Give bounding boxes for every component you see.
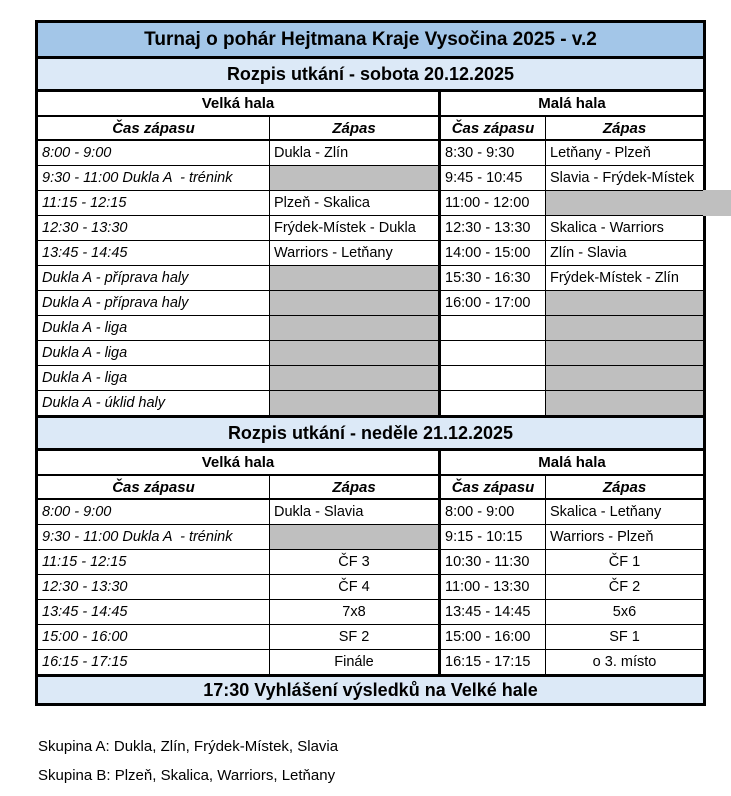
col-header-time-mala: Čas zápasu bbox=[441, 117, 546, 139]
time-cell: Dukla A - příprava haly bbox=[38, 266, 270, 290]
time-cell: Dukla A - příprava haly bbox=[38, 291, 270, 315]
col-header-match-mala: Zápas bbox=[602, 478, 647, 496]
time-cell: 8:00 - 9:00 bbox=[38, 141, 270, 165]
table-row bbox=[38, 341, 703, 366]
gray-spill bbox=[703, 190, 731, 216]
time-cell: 15:30 - 16:30 bbox=[441, 266, 546, 290]
time-cell: 12:30 - 13:30 bbox=[441, 216, 546, 240]
column-header-row bbox=[38, 476, 703, 500]
section-header-saturday: Rozpis utkání - sobota 20.12.2025 bbox=[38, 59, 703, 92]
time-cell bbox=[441, 341, 546, 365]
time-cell: 13:45 - 14:45 bbox=[38, 241, 270, 265]
match-cell bbox=[546, 191, 703, 215]
match-cell bbox=[270, 316, 441, 340]
table-row bbox=[38, 525, 703, 550]
time-cell: 9:45 - 10:45 bbox=[441, 166, 546, 190]
time-cell bbox=[441, 366, 546, 390]
time-cell: 15:00 - 16:00 bbox=[38, 625, 270, 649]
match-cell: o 3. místo bbox=[592, 654, 657, 670]
time-cell: 12:30 - 13:30 bbox=[38, 216, 270, 240]
time-cell: 11:15 - 12:15 bbox=[38, 550, 270, 574]
match-cell: Dukla - Slavia bbox=[270, 500, 441, 524]
match-cell bbox=[270, 525, 441, 549]
time-cell: 15:00 - 16:00 bbox=[441, 625, 546, 649]
match-cell bbox=[546, 291, 703, 315]
match-cell bbox=[270, 366, 441, 390]
match-cell bbox=[546, 341, 703, 365]
match-cell: Skalica - Warriors bbox=[550, 220, 664, 236]
match-cell: Finále bbox=[270, 650, 441, 674]
match-cell: Frýdek-Místek - Zlín bbox=[550, 270, 679, 286]
time-cell: 9:15 - 10:15 bbox=[441, 525, 546, 549]
match-cell: ČF 4 bbox=[270, 575, 441, 599]
match-cell bbox=[270, 266, 441, 290]
section-header-sunday: Rozpis utkání - neděle 21.12.2025 bbox=[38, 418, 703, 451]
time-cell: 11:00 - 13:30 bbox=[441, 575, 546, 599]
time-cell: Dukla A - liga bbox=[38, 341, 270, 365]
match-cell: 5x6 bbox=[612, 604, 637, 620]
closing-ceremony-note: 17:30 Vyhlášení výsledků na Velké hale bbox=[38, 674, 703, 703]
match-cell: ČF 2 bbox=[608, 579, 641, 595]
time-cell: 8:30 - 9:30 bbox=[441, 141, 546, 165]
match-cell: SF 2 bbox=[270, 625, 441, 649]
time-cell: Dukla A - úklid haly bbox=[38, 391, 270, 415]
group-a-note: Skupina A: Dukla, Zlín, Frýdek-Místek, Slavia bbox=[38, 738, 339, 755]
match-cell bbox=[270, 291, 441, 315]
hall-header-row bbox=[38, 92, 703, 117]
schedule-table bbox=[35, 20, 706, 706]
match-cell: SF 1 bbox=[609, 629, 640, 645]
time-cell: 12:30 - 13:30 bbox=[38, 575, 270, 599]
time-cell bbox=[441, 391, 546, 415]
match-cell: ČF 3 bbox=[270, 550, 441, 574]
match-cell: 7x8 bbox=[270, 600, 441, 624]
hall-header-mala: Malá hala bbox=[538, 454, 606, 471]
time-cell: 16:15 - 17:15 bbox=[441, 650, 546, 674]
table-row bbox=[38, 391, 703, 415]
time-cell: 9:30 - 11:00 Dukla A - trénink bbox=[38, 525, 270, 549]
col-header-match-velka: Zápas bbox=[270, 117, 441, 139]
table-row bbox=[38, 216, 703, 241]
table-row bbox=[38, 291, 703, 316]
table-row bbox=[38, 266, 703, 291]
table-row bbox=[38, 316, 703, 341]
match-cell bbox=[546, 391, 703, 415]
section-saturday bbox=[38, 59, 703, 418]
table-row bbox=[38, 625, 703, 650]
table-row bbox=[38, 166, 703, 191]
table-row bbox=[38, 366, 703, 391]
match-cell: Dukla - Zlín bbox=[270, 141, 441, 165]
match-cell bbox=[270, 391, 441, 415]
table-row bbox=[38, 500, 703, 525]
time-cell: 8:00 - 9:00 bbox=[38, 500, 270, 524]
match-cell: Warriors - Plzeň bbox=[550, 529, 654, 545]
saturday-rows bbox=[38, 141, 703, 415]
match-cell: Zlín - Slavia bbox=[550, 245, 627, 261]
match-cell: ČF 1 bbox=[608, 554, 641, 570]
time-cell: 13:45 - 14:45 bbox=[441, 600, 546, 624]
hall-header-velka: Velká hala bbox=[38, 451, 441, 474]
sunday-rows bbox=[38, 500, 703, 674]
time-cell: 9:30 - 11:00 Dukla A - trénink bbox=[38, 166, 270, 190]
col-header-time-velka: Čas zápasu bbox=[38, 476, 270, 498]
table-row bbox=[38, 550, 703, 575]
time-cell: 10:30 - 11:30 bbox=[441, 550, 546, 574]
match-cell bbox=[270, 166, 441, 190]
time-cell bbox=[441, 316, 546, 340]
match-cell bbox=[270, 341, 441, 365]
time-cell: 16:15 - 17:15 bbox=[38, 650, 270, 674]
table-row bbox=[38, 600, 703, 625]
time-cell: 11:15 - 12:15 bbox=[38, 191, 270, 215]
match-cell: Slavia - Frýdek-Místek bbox=[550, 170, 695, 186]
time-cell: 16:00 - 17:00 bbox=[441, 291, 546, 315]
time-cell: 13:45 - 14:45 bbox=[38, 600, 270, 624]
tournament-title: Turnaj o pohár Hejtmana Kraje Vysočina 2025 - v.2 bbox=[38, 23, 703, 59]
time-cell: 11:00 - 12:00 bbox=[441, 191, 546, 215]
time-cell: Dukla A - liga bbox=[38, 316, 270, 340]
match-cell bbox=[546, 316, 703, 340]
time-cell: 8:00 - 9:00 bbox=[441, 500, 546, 524]
section-sunday bbox=[38, 418, 703, 674]
hall-header-mala: Malá hala bbox=[538, 95, 606, 112]
time-cell: Dukla A - liga bbox=[38, 366, 270, 390]
match-cell: Skalica - Letňany bbox=[550, 504, 662, 520]
hall-header-velka: Velká hala bbox=[38, 92, 441, 115]
table-row bbox=[38, 191, 703, 216]
col-header-time-mala: Čas zápasu bbox=[441, 476, 546, 498]
match-cell: Warriors - Letňany bbox=[270, 241, 441, 265]
table-row bbox=[38, 141, 703, 166]
col-header-match-velka: Zápas bbox=[270, 476, 441, 498]
match-cell: Frýdek-Místek - Dukla bbox=[270, 216, 441, 240]
match-cell bbox=[546, 366, 703, 390]
match-cell: Letňany - Plzeň bbox=[550, 145, 651, 161]
column-header-row bbox=[38, 117, 703, 141]
time-cell: 14:00 - 15:00 bbox=[441, 241, 546, 265]
col-header-time-velka: Čas zápasu bbox=[38, 117, 270, 139]
hall-header-row bbox=[38, 451, 703, 476]
match-cell: Plzeň - Skalica bbox=[270, 191, 441, 215]
table-row bbox=[38, 241, 703, 266]
table-row bbox=[38, 575, 703, 600]
group-b-note: Skupina B: Plzeň, Skalica, Warriors, Letňany bbox=[38, 767, 336, 784]
table-row bbox=[38, 650, 703, 674]
col-header-match-mala: Zápas bbox=[602, 119, 647, 137]
group-notes bbox=[38, 738, 338, 796]
